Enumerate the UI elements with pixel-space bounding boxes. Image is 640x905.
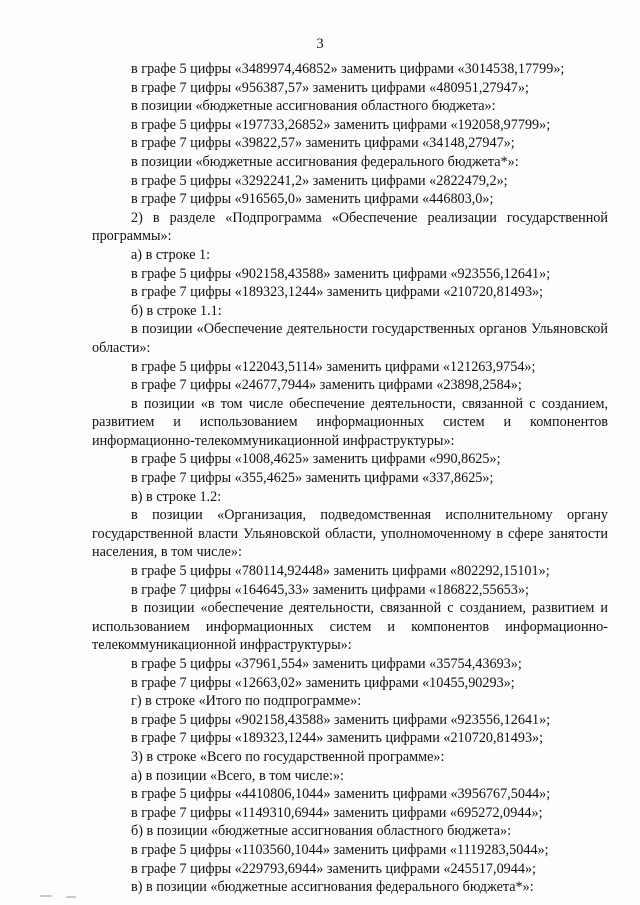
paragraph: в графе 7 цифры «12663,02» заменить цифрами «10455,90293»; <box>131 674 515 691</box>
paragraph: в графе 7 цифры «189323,1244» заменить цифрами «210720,81493»; <box>131 284 544 301</box>
paragraph: в графе 5 цифры «3489974,46852» заменить цифрами «3014538,17799»; <box>131 61 565 77</box>
paragraph: а) в позиции «Всего, в том числе:»: <box>131 767 344 784</box>
paragraph: в позиции «Обеспечение деятельности государственных органов Ульяновской области»: <box>92 321 608 356</box>
page-number: 3 <box>316 36 324 52</box>
paragraph: в графе 5 цифры «902158,43588» заменить цифрами «923556,12641»; <box>131 711 551 728</box>
paragraph: в) в позиции «бюджетные ассигнования федерального бюджета*»: <box>131 879 534 896</box>
paragraph: в графе 5 цифры «37961,554» заменить цифрами «35754,43693»; <box>131 656 522 672</box>
paragraph: в графе 5 цифры «122043,5114» заменить цифрами «121263,9754»; <box>131 358 536 375</box>
paragraph: в графе 7 цифры «1149310,6944» заменить цифрами «695272,0944»; <box>131 804 543 821</box>
paragraph: в графе 5 цифры «1008,4625» заменить цифрами «990,8625»; <box>131 451 501 468</box>
paragraph: в позиции «в том числе обеспечение деятельности, связанной с созданием, развитием и использованием информационных систем и компонентов информационно-телекоммуникационной инфраструктуры»: <box>92 395 608 449</box>
paragraph: в позиции «обеспечение деятельности, связанной с созданием, развитием и использованием информационных систем и компонентов информационно-телекоммуникационной инфраструктуры»: <box>92 600 608 654</box>
paragraph: г) в строке «Итого по подпрограмме»: <box>131 693 362 710</box>
paragraph: в графе 7 цифры «39822,57» заменить цифрами «34148,27947»; <box>131 135 515 152</box>
paragraph: в) в строке 1.2: <box>131 488 222 505</box>
scan-artifact <box>40 895 52 897</box>
paragraph: в графе 7 цифры «916565,0» заменить цифрами «446803,0»; <box>131 191 494 208</box>
paragraph: в графе 7 цифры «355,4625» заменить цифрами «337,8625»; <box>131 470 494 487</box>
paragraph: 2) в разделе «Подпрограмма «Обеспечение реализации государственной программы»: <box>92 209 608 245</box>
paragraph: б) в строке 1.1: <box>131 302 222 319</box>
paragraph: в графе 5 цифры «780114,92448» заменить цифрами «802292,15101»; <box>131 563 550 580</box>
scan-artifact <box>66 896 76 898</box>
paragraph: в графе 7 цифры «956387,57» заменить цифрами «480951,27947»; <box>131 79 529 96</box>
document-body <box>92 60 608 897</box>
paragraph: в графе 7 цифры «189323,1244» заменить цифрами «210720,81493»; <box>131 730 544 747</box>
paragraph: б) в позиции «бюджетные ассигнования областного бюджета»: <box>131 823 512 840</box>
paragraph: в позиции «бюджетные ассигнования областного бюджета»: <box>131 98 496 115</box>
paragraph: в графе 5 цифры «902158,43588» заменить цифрами «923556,12641»; <box>131 265 551 282</box>
paragraph: в графе 7 цифры «24677,7944» заменить цифрами «23898,2584»; <box>131 377 522 394</box>
paragraph: в графе 7 цифры «164645,33» заменить цифрами «186822,55653»; <box>131 581 529 598</box>
paragraph: в позиции «Организация, подведомственная исполнительному органу государственной власти Ульяновской области, уполномоченному в сфере занятости населения, в том числе»: <box>92 507 608 561</box>
paragraph: 3) в строке «Всего по государственной программе»: <box>131 748 445 765</box>
paragraph: в графе 5 цифры «197733,26852» заменить цифрами «192058,97799»; <box>131 116 551 133</box>
paragraph: в графе 5 цифры «3292241,2» заменить цифрами «2822479,2»; <box>131 172 508 189</box>
paragraph: в графе 5 цифры «1103560,1044» заменить цифрами «1119283,5044»; <box>131 841 549 858</box>
paragraph: а) в строке 1: <box>131 246 211 263</box>
paragraph: в графе 5 цифры «4410806,1044» заменить цифрами «3956767,5044»; <box>131 786 551 803</box>
paragraph: в позиции «бюджетные ассигнования федерального бюджета*»: <box>131 153 519 170</box>
paragraph: в графе 7 цифры «229793,6944» заменить цифрами «245517,0944»; <box>131 860 536 877</box>
